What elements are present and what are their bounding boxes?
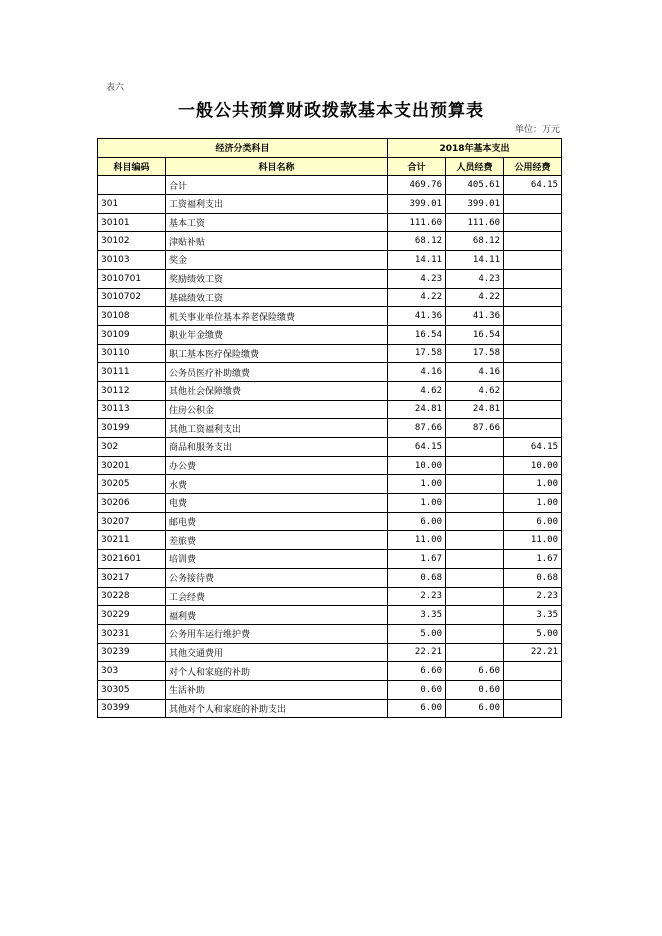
cell-personnel: 16.54 <box>446 325 504 344</box>
cell-public <box>504 363 562 382</box>
header-name: 科目名称 <box>166 157 388 176</box>
unit-label: 单位：万元 <box>514 125 560 135</box>
cell-public <box>504 419 562 438</box>
header-row-group <box>98 139 562 158</box>
table-row <box>98 176 562 195</box>
cell-public <box>504 307 562 326</box>
header-code: 科目编码 <box>98 157 166 176</box>
cell-name: 其他对个人和家庭的补助支出 <box>166 699 388 718</box>
sheet-label: 表六 <box>106 83 125 93</box>
cell-code: 30231 <box>98 624 166 643</box>
cell-code: 30199 <box>98 419 166 438</box>
cell-public: 2.23 <box>504 587 562 606</box>
cell-total: 0.68 <box>388 568 446 587</box>
table-row <box>98 213 562 232</box>
header-econ-class: 经济分类科目 <box>98 139 388 158</box>
table-row <box>98 288 562 307</box>
table-row <box>98 456 562 475</box>
cell-name: 基础绩效工资 <box>166 288 388 307</box>
cell-total: 22.21 <box>388 643 446 662</box>
cell-public <box>504 288 562 307</box>
cell-personnel: 41.36 <box>446 307 504 326</box>
cell-name: 培训费 <box>166 550 388 569</box>
cell-name: 工会经费 <box>166 587 388 606</box>
cell-name: 商品和服务支出 <box>166 438 388 457</box>
table-row <box>98 512 562 531</box>
cell-total: 469.76 <box>388 176 446 195</box>
cell-code: 30103 <box>98 251 166 270</box>
cell-code: 30239 <box>98 643 166 662</box>
cell-personnel: 111.60 <box>446 213 504 232</box>
cell-personnel: 14.11 <box>446 251 504 270</box>
cell-total: 3.35 <box>388 606 446 625</box>
cell-code: 30229 <box>98 606 166 625</box>
cell-total: 10.00 <box>388 456 446 475</box>
cell-code: 30201 <box>98 456 166 475</box>
cell-total: 87.66 <box>388 419 446 438</box>
cell-total: 4.16 <box>388 363 446 382</box>
cell-code: 30228 <box>98 587 166 606</box>
table-row <box>98 568 562 587</box>
cell-name: 职业年金缴费 <box>166 325 388 344</box>
table-row <box>98 587 562 606</box>
cell-code <box>98 176 166 195</box>
cell-code: 3010701 <box>98 269 166 288</box>
cell-public: 11.00 <box>504 531 562 550</box>
cell-code: 30111 <box>98 363 166 382</box>
cell-name: 其他工资福利支出 <box>166 419 388 438</box>
table-row <box>98 251 562 270</box>
table-row <box>98 232 562 251</box>
table-row <box>98 344 562 363</box>
table-row <box>98 363 562 382</box>
cell-total: 64.15 <box>388 438 446 457</box>
cell-public <box>504 662 562 681</box>
cell-public <box>504 251 562 270</box>
cell-name: 福利费 <box>166 606 388 625</box>
cell-name: 电费 <box>166 494 388 513</box>
cell-personnel: 0.60 <box>446 680 504 699</box>
table-row <box>98 643 562 662</box>
cell-personnel <box>446 587 504 606</box>
table-row <box>98 325 562 344</box>
cell-name: 基本工资 <box>166 213 388 232</box>
cell-name: 其他交通费用 <box>166 643 388 662</box>
cell-personnel: 6.00 <box>446 699 504 718</box>
cell-code: 3010702 <box>98 288 166 307</box>
cell-public <box>504 269 562 288</box>
table-row <box>98 606 562 625</box>
cell-public: 1.00 <box>504 475 562 494</box>
cell-name: 公务用车运行维护费 <box>166 624 388 643</box>
cell-code: 303 <box>98 662 166 681</box>
cell-total: 17.58 <box>388 344 446 363</box>
cell-code: 30108 <box>98 307 166 326</box>
cell-public: 1.67 <box>504 550 562 569</box>
cell-name: 公务接待费 <box>166 568 388 587</box>
cell-personnel <box>446 568 504 587</box>
cell-total: 0.60 <box>388 680 446 699</box>
cell-personnel: 87.66 <box>446 419 504 438</box>
header-personnel: 人员经费 <box>446 157 504 176</box>
cell-personnel <box>446 550 504 569</box>
cell-public <box>504 381 562 400</box>
cell-public: 10.00 <box>504 456 562 475</box>
cell-public: 64.15 <box>504 438 562 457</box>
cell-total: 4.22 <box>388 288 446 307</box>
cell-total: 2.23 <box>388 587 446 606</box>
cell-personnel: 6.60 <box>446 662 504 681</box>
cell-public <box>504 680 562 699</box>
cell-code: 30399 <box>98 699 166 718</box>
cell-code: 30205 <box>98 475 166 494</box>
cell-name: 职工基本医疗保险缴费 <box>166 344 388 363</box>
cell-total: 399.01 <box>388 195 446 214</box>
cell-public <box>504 325 562 344</box>
cell-total: 5.00 <box>388 624 446 643</box>
table-row <box>98 438 562 457</box>
cell-name: 水费 <box>166 475 388 494</box>
cell-name: 对个人和家庭的补助 <box>166 662 388 681</box>
table-row <box>98 475 562 494</box>
cell-personnel <box>446 531 504 550</box>
cell-name: 邮电费 <box>166 512 388 531</box>
cell-personnel: 24.81 <box>446 400 504 419</box>
cell-total: 4.23 <box>388 269 446 288</box>
table-body <box>98 139 562 718</box>
cell-public: 5.00 <box>504 624 562 643</box>
table-row <box>98 400 562 419</box>
table-row <box>98 624 562 643</box>
cell-personnel: 405.61 <box>446 176 504 195</box>
cell-total: 6.00 <box>388 512 446 531</box>
cell-code: 30207 <box>98 512 166 531</box>
header-total: 合计 <box>388 157 446 176</box>
cell-public <box>504 232 562 251</box>
cell-code: 30110 <box>98 344 166 363</box>
cell-public <box>504 400 562 419</box>
table-row <box>98 195 562 214</box>
cell-code: 30102 <box>98 232 166 251</box>
cell-name: 津贴补贴 <box>166 232 388 251</box>
cell-total: 1.00 <box>388 475 446 494</box>
cell-name: 其他社会保障缴费 <box>166 381 388 400</box>
table-row <box>98 531 562 550</box>
cell-code: 30305 <box>98 680 166 699</box>
cell-code: 302 <box>98 438 166 457</box>
table-row <box>98 680 562 699</box>
cell-personnel: 17.58 <box>446 344 504 363</box>
cell-total: 6.00 <box>388 699 446 718</box>
table-row <box>98 381 562 400</box>
cell-name: 住房公积金 <box>166 400 388 419</box>
cell-total: 1.67 <box>388 550 446 569</box>
budget-table <box>97 138 562 718</box>
cell-public: 22.21 <box>504 643 562 662</box>
cell-public: 6.00 <box>504 512 562 531</box>
cell-personnel <box>446 456 504 475</box>
cell-code: 30109 <box>98 325 166 344</box>
cell-code: 30101 <box>98 213 166 232</box>
cell-name: 办公费 <box>166 456 388 475</box>
cell-name: 奖励绩效工资 <box>166 269 388 288</box>
table-row <box>98 550 562 569</box>
cell-personnel <box>446 475 504 494</box>
cell-personnel <box>446 438 504 457</box>
table-row <box>98 494 562 513</box>
cell-public <box>504 195 562 214</box>
table-row <box>98 269 562 288</box>
cell-personnel: 4.16 <box>446 363 504 382</box>
cell-personnel <box>446 624 504 643</box>
cell-code: 30206 <box>98 494 166 513</box>
cell-code: 30112 <box>98 381 166 400</box>
cell-total: 16.54 <box>388 325 446 344</box>
cell-name: 工资福利支出 <box>166 195 388 214</box>
cell-total: 111.60 <box>388 213 446 232</box>
cell-public <box>504 213 562 232</box>
cell-personnel: 4.22 <box>446 288 504 307</box>
cell-total: 6.60 <box>388 662 446 681</box>
cell-personnel: 4.62 <box>446 381 504 400</box>
cell-public <box>504 344 562 363</box>
cell-personnel <box>446 643 504 662</box>
cell-name: 生活补助 <box>166 680 388 699</box>
table-row <box>98 699 562 718</box>
cell-code: 301 <box>98 195 166 214</box>
cell-public: 1.00 <box>504 494 562 513</box>
cell-name: 合计 <box>166 176 388 195</box>
table-row <box>98 662 562 681</box>
cell-public: 3.35 <box>504 606 562 625</box>
cell-total: 1.00 <box>388 494 446 513</box>
cell-public: 64.15 <box>504 176 562 195</box>
cell-personnel: 4.23 <box>446 269 504 288</box>
table-row <box>98 419 562 438</box>
cell-name: 公务员医疗补助缴费 <box>166 363 388 382</box>
cell-public <box>504 699 562 718</box>
table-row <box>98 307 562 326</box>
header-public: 公用经费 <box>504 157 562 176</box>
cell-code: 3021601 <box>98 550 166 569</box>
cell-total: 41.36 <box>388 307 446 326</box>
cell-total: 68.12 <box>388 232 446 251</box>
header-row-columns <box>98 157 562 176</box>
cell-code: 30113 <box>98 400 166 419</box>
cell-personnel: 68.12 <box>446 232 504 251</box>
cell-name: 奖金 <box>166 251 388 270</box>
page-title: 一般公共预算财政拨款基本支出预算表 <box>178 101 484 121</box>
header-year-section: 2018年基本支出 <box>388 139 562 158</box>
cell-total: 14.11 <box>388 251 446 270</box>
cell-personnel <box>446 494 504 513</box>
cell-code: 30217 <box>98 568 166 587</box>
cell-name: 差旅费 <box>166 531 388 550</box>
cell-code: 30211 <box>98 531 166 550</box>
cell-public: 0.68 <box>504 568 562 587</box>
cell-total: 4.62 <box>388 381 446 400</box>
cell-personnel <box>446 606 504 625</box>
cell-total: 11.00 <box>388 531 446 550</box>
cell-name: 机关事业单位基本养老保险缴费 <box>166 307 388 326</box>
cell-personnel: 399.01 <box>446 195 504 214</box>
cell-total: 24.81 <box>388 400 446 419</box>
cell-personnel <box>446 512 504 531</box>
